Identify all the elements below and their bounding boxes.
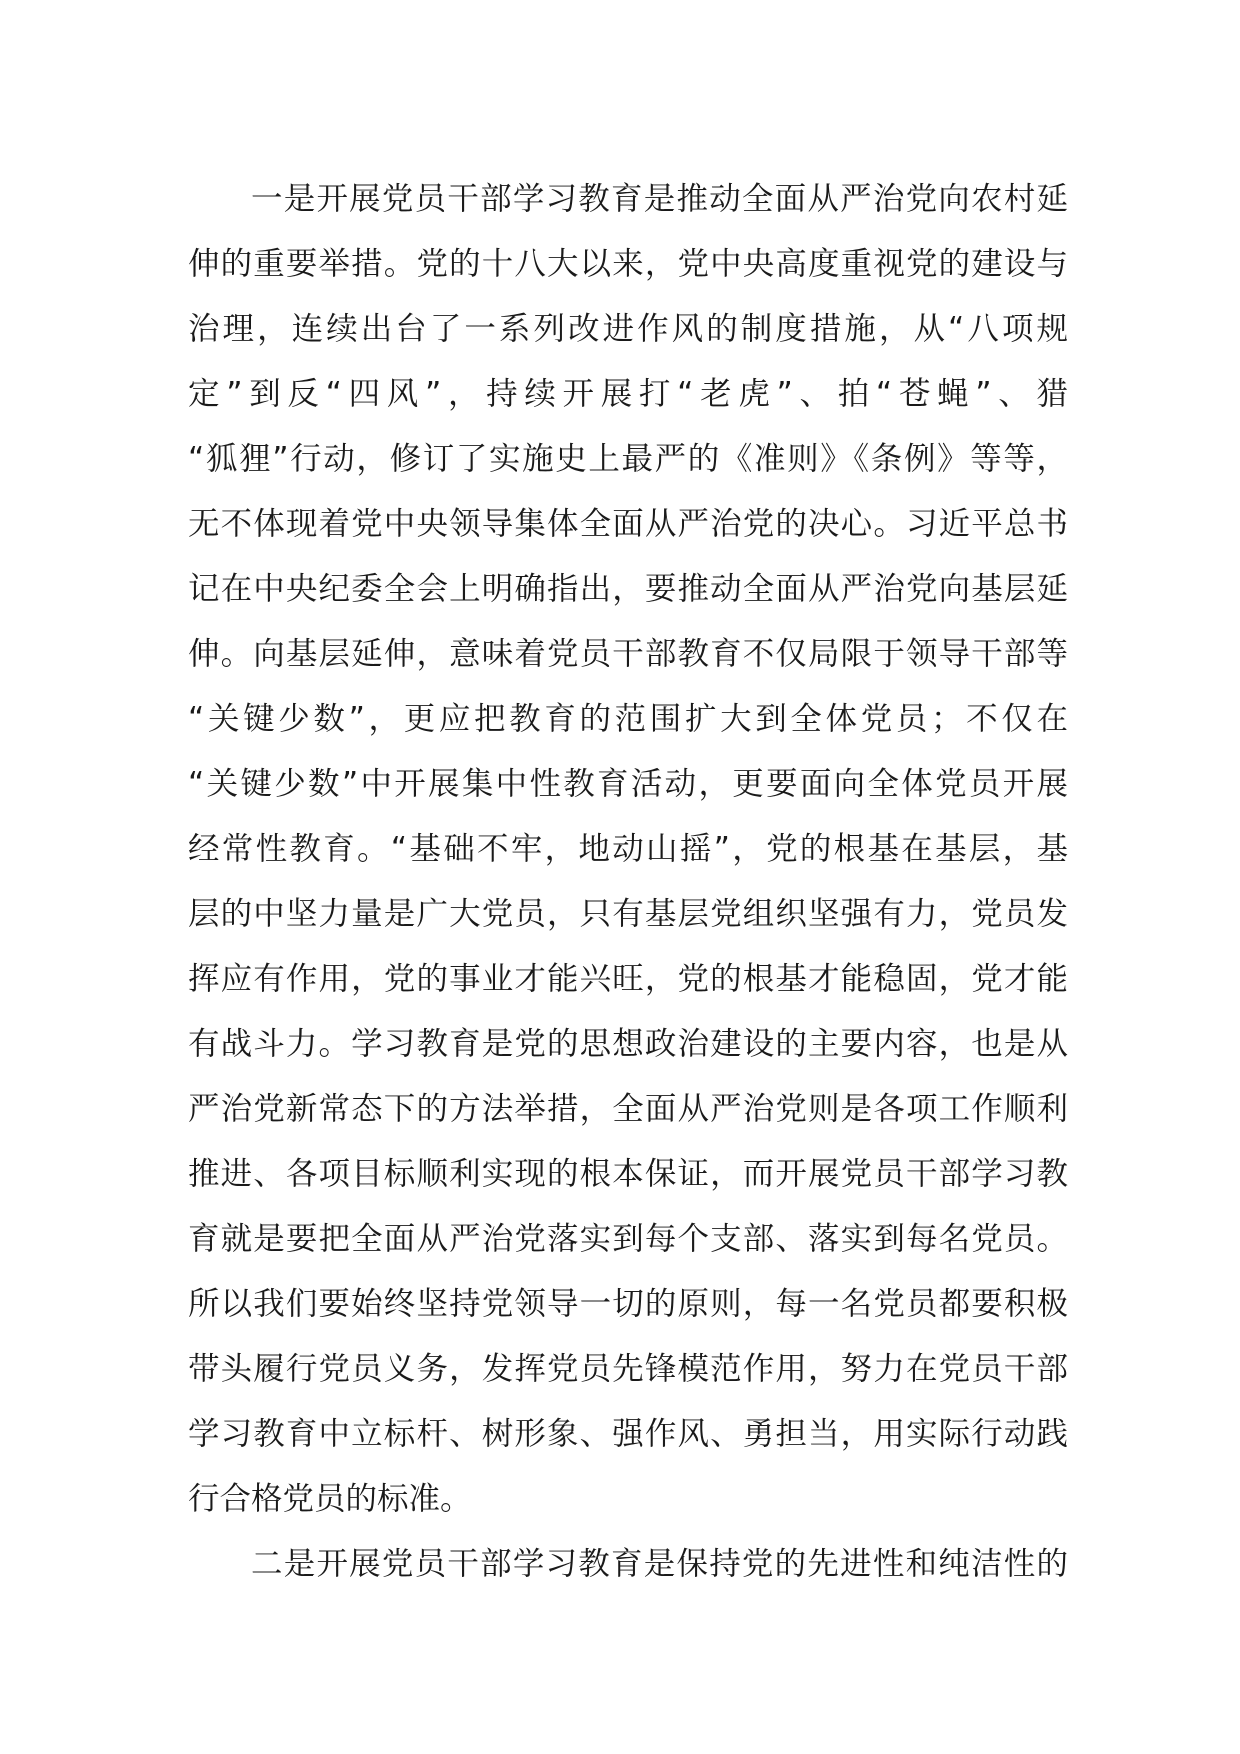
text-line: 经常性教育。“基础不牢，地动山摇”，党的根基在基层，基	[188, 831, 1068, 867]
text-line: 一是开展党员干部学习教育是推动全面从严治党向农村延	[251, 181, 1068, 217]
text-line: 二是开展党员干部学习教育是保持党的先进性和纯洁性的	[251, 1546, 1068, 1582]
text-line: 育就是要把全面从严治党落实到每个支部、落实到每名党员。	[188, 1221, 1068, 1257]
text-line: 学习教育中立标杆、树形象、强作风、勇担当，用实际行动践	[188, 1416, 1068, 1452]
text-line: 有战斗力。学习教育是党的思想政治建设的主要内容，也是从	[188, 1026, 1068, 1062]
paragraph-2	[188, 1532, 1068, 1597]
text-line: “关键少数”，更应把教育的范围扩大到全体党员；不仅在	[188, 701, 1068, 737]
text-line: 所以我们要始终坚持党领导一切的原则，每一名党员都要积极	[188, 1286, 1068, 1322]
text-line: 行合格党员的标准。	[188, 1481, 472, 1517]
text-line: 无不体现着党中央领导集体全面从严治党的决心。习近平总书	[188, 506, 1068, 542]
text-line: 伸的重要举措。党的十八大以来，党中央高度重视党的建设与	[188, 246, 1068, 282]
text-line: 推进、各项目标顺利实现的根本保证，而开展党员干部学习教	[188, 1156, 1068, 1192]
body-text	[188, 167, 1068, 1597]
text-line: 治理，连续出台了一系列改进作风的制度措施，从“八项规	[188, 311, 1068, 347]
paragraph-1	[188, 167, 1068, 1532]
text-line: 带头履行党员义务，发挥党员先锋模范作用，努力在党员干部	[188, 1351, 1068, 1387]
text-line: 挥应有作用，党的事业才能兴旺，党的根基才能稳固，党才能	[188, 961, 1068, 997]
text-line: “关键少数”中开展集中性教育活动，更要面向全体党员开展	[188, 766, 1068, 802]
text-line: 定”到反“四风”，持续开展打“老虎”、拍“苍蝇”、猎	[188, 376, 1068, 412]
text-line: 严治党新常态下的方法举措，全面从严治党则是各项工作顺利	[188, 1091, 1068, 1127]
text-line: “狐狸”行动，修订了实施史上最严的《准则》《条例》等等，	[188, 441, 1068, 477]
text-line: 伸。向基层延伸，意味着党员干部教育不仅局限于领导干部等	[188, 636, 1068, 672]
text-line: 记在中央纪委全会上明确指出，要推动全面从严治党向基层延	[188, 571, 1068, 607]
text-line: 层的中坚力量是广大党员，只有基层党组织坚强有力，党员发	[188, 896, 1068, 932]
